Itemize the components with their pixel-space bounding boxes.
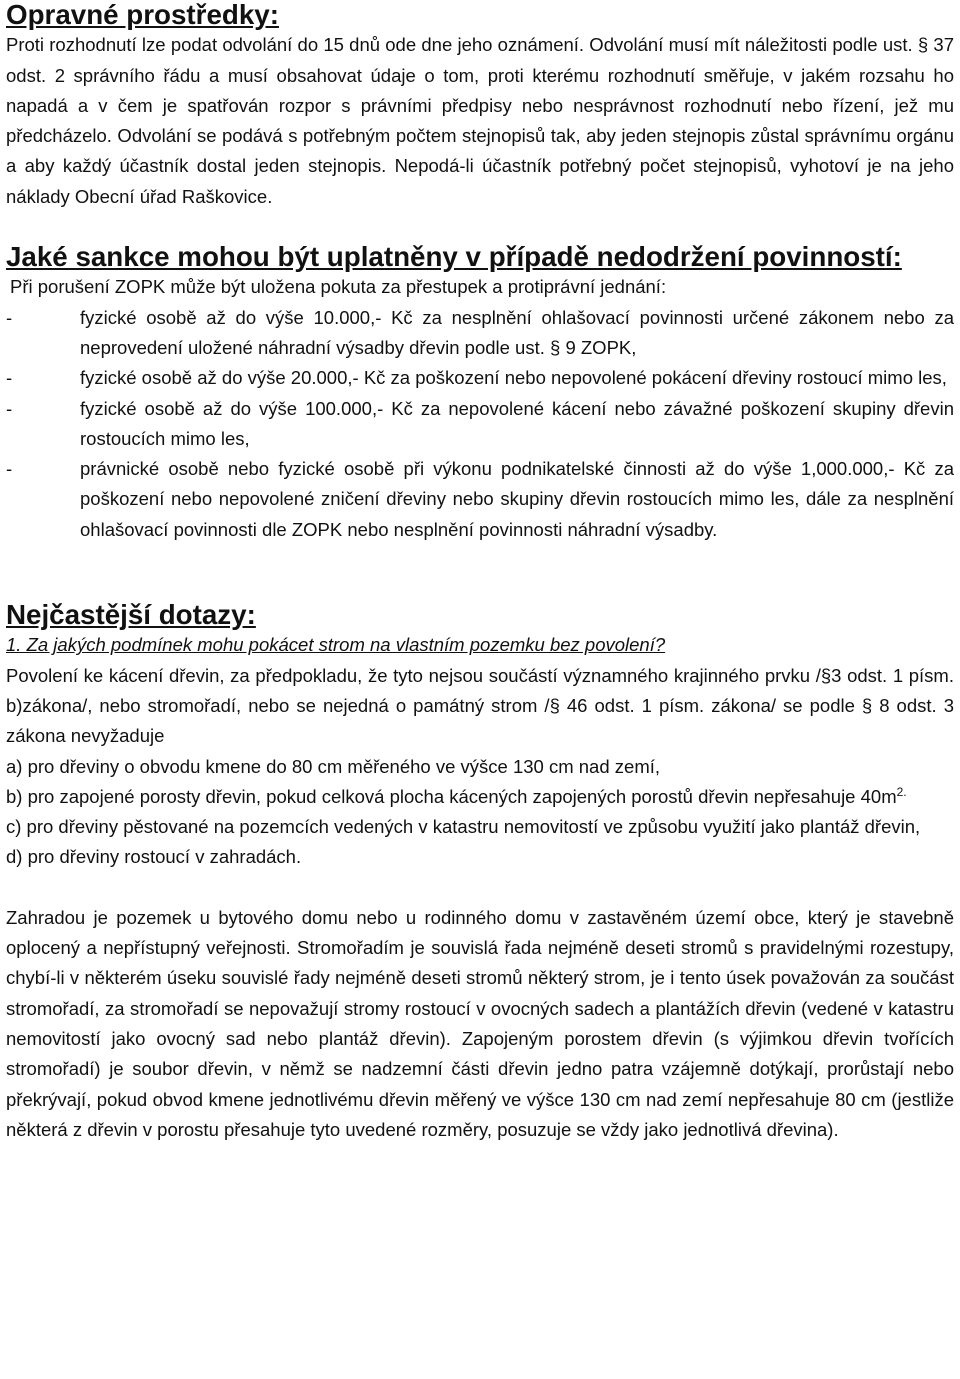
- faq-item-a: a) pro dřeviny o obvodu kmene do 80 cm měřeného ve výšce 130 cm nad zemí,: [6, 755, 661, 777]
- sanctions-heading: Jaké sankce mohou být uplatněny v případě nedodržení povinností:: [6, 241, 902, 273]
- dash-bullet: -: [6, 306, 13, 328]
- list-item-text: fyzické osobě až do výše 10.000,- Kč za nesplnění ohlašovací povinnosti určené zákonem nebo za neprovedení uložené náhradní výsadby dřevin podle ust. § 9 ZOPK,: [80, 306, 954, 358]
- list-item: [6, 454, 954, 545]
- faq-item-d: d) pro dřeviny rostoucí v zahradách.: [6, 846, 302, 868]
- remedies-heading: Opravné prostředky:: [6, 0, 279, 30]
- sanctions-list: [6, 303, 954, 545]
- faq-question: 1. Za jakých podmínek mohu pokácet strom na vlastním pozemku bez povolení?: [6, 634, 666, 656]
- list-item-text: fyzické osobě až do výše 20.000,- Kč za poškození nebo nepovolené pokácení dřeviny rostoucí mimo les,: [80, 367, 947, 389]
- remedies-paragraph: Proti rozhodnutí lze podat odvolání do 15 dnů ode dne jeho oznámení. Odvolání musí mít náležitosti podle ust. § 37 odst. 2 správního řádu a musí obsahovat údaje o tom, proti kterému rozhodnutí směřuje, v jakém rozsahu ho napadá a v čem je spatřován rozpor s právními předpisy nebo nesprávnost rozhodnutí nebo řízení, jež mu předcházelo. Odvolání se podává s potřebným počtem stejnopisů tak, aby jeden stejnopis zůstal správnímu orgánu a aby každý účastník dostal jeden stejnopis. Nepodá-li účastník potřebný počet stejnopisů, vyhotoví je na jeho náklady Obecní úřad Raškovice.: [6, 34, 954, 207]
- spacer: [6, 873, 954, 903]
- list-item: [6, 303, 954, 364]
- list-item-text: právnické osobě nebo fyzické osobě při výkonu podnikatelské činnosti až do výše 1,000.000,- Kč za poškození nebo nepovolené zničení dřeviny nebo skupiny dřevin rostoucích mimo les, dále za nesplnění ohlašovací povinnosti dle ZOPK nebo nesplnění povinnosti náhradní výsadby.: [80, 458, 954, 540]
- faq-paragraph: Zahradou je pozemek u bytového domu nebo u rodinného domu v zastavěném území obce, který je stavebně oplocený a nepřístupný veřejnosti. Stromořadím je souvislá řada nejméně deseti stromů s pravidelnými rozestupy, chybí-li v některém úseku souvislé řady nejméně deseti stromů některý strom, je i tento úsek považován za součást stromořadí, za stromořadí se nepovažují stromy rostoucí v ovocných sadech a plantážích dřevin (vedené v katastru nemovitostí jako ovocný sad nebo plantáž dřevin). Zapojeným porostem dřevin (s výjimkou dřevin tvořících stromořadí) je soubor dřevin, v němž se nadzemní části dřevin jedno patra vzájemně dotýkají, prorůstají nebo překrývají, pokud obvod kmene jednotlivému dřevin měřený ve výšce 130 cm nad zemí nepřesahuje 80 cm (jestliže některá z dřevin v porostu přesahuje tyto uvedené rozměry, posuzuje se vždy jako jednotlivá dřevina).: [6, 906, 954, 1140]
- faq-answer-intro: Povolení ke kácení dřevin, za předpokladu, že tyto nejsou součástí významného krajinného prvku /§3 odst. 1 písm. b)zákona/, nebo stromořadí, nebo se nejedná o památný strom /§ 46 odst. 1 písm. zákona/ se podle § 8 odst. 3 zákona nevyžaduje: [6, 664, 954, 747]
- dash-bullet: -: [6, 367, 13, 389]
- list-item-text: fyzické osobě až do výše 100.000,- Kč za nepovolené kácení nebo závažné poškození skupiny dřevin rostoucích mimo les,: [80, 397, 954, 449]
- list-item: [6, 363, 954, 393]
- spacer: [6, 545, 954, 600]
- faq-item-b-text: b) pro zapojené porosty dřevin, pokud celková plocha kácených zapojených porostů dřevin nepřesahuje 40m: [6, 785, 897, 807]
- sanctions-intro: Při porušení ZOPK může být uložena pokuta za přestupek a protiprávní jednání:: [10, 276, 667, 298]
- faq-item-b-sup: 2.: [896, 784, 907, 799]
- dash-bullet: -: [6, 397, 13, 419]
- faq-heading: Nejčastější dotazy:: [6, 599, 256, 631]
- list-item: [6, 394, 954, 455]
- dash-bullet: -: [6, 458, 13, 480]
- faq-item-c: c) pro dřeviny pěstované na pozemcích vedených v katastru nemovitostí ve způsobu využití jako plantáž dřevin,: [6, 816, 921, 838]
- faq-item-b: [6, 782, 954, 812]
- spacer: [6, 212, 954, 242]
